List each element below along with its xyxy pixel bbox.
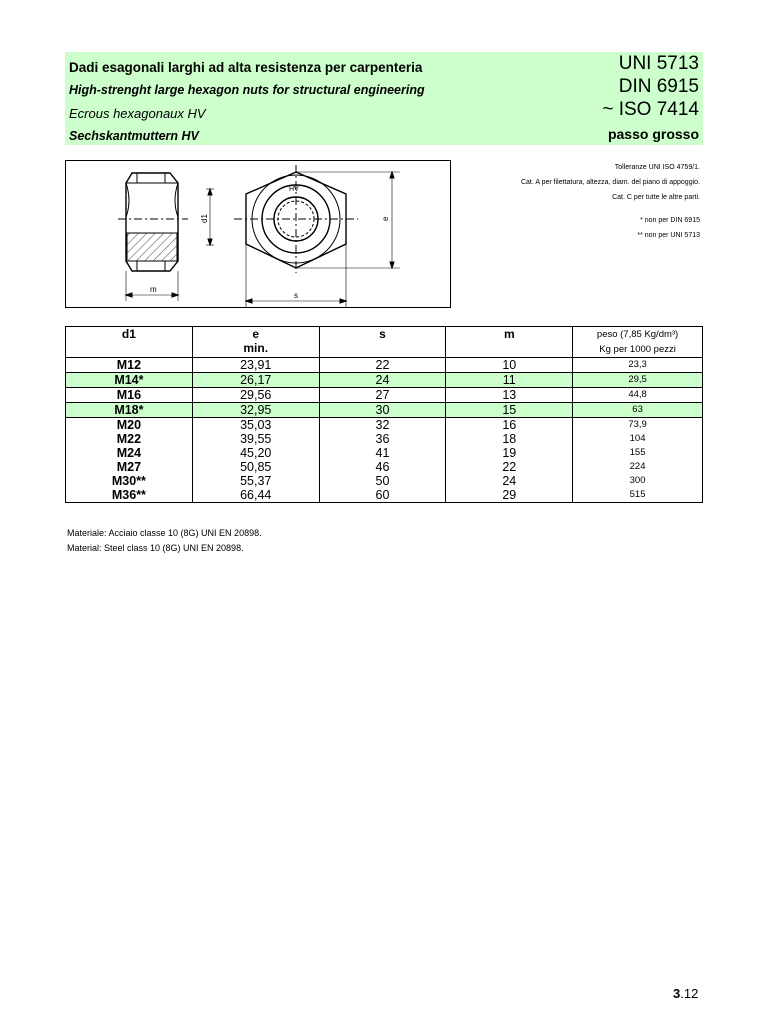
header-s: s (319, 327, 446, 358)
note-cat-c: Cat. C per tutte le altre parti. (612, 194, 700, 201)
dimension-label-s: s (294, 291, 298, 300)
note-not-din: * non per DIN 6915 (640, 217, 700, 224)
page-chapter: 3 (673, 986, 681, 1001)
note-cat-a: Cat. A per filettatura, altezza, diam. del piano di appoggio. (520, 179, 700, 186)
standard-iso: ~ ISO 7414 (602, 99, 699, 120)
nut-marking-hv: HV (289, 186, 299, 193)
table-row: M36** 66,44 60 29 515 (66, 488, 703, 503)
dimension-label-e: e (381, 216, 390, 221)
front-view (234, 165, 400, 307)
header-m: m (446, 327, 573, 358)
table-row: M18* 32,95 30 15 63 (66, 403, 703, 418)
thread-pitch: passo grosso (607, 126, 699, 142)
header-d1: d1 (66, 327, 193, 358)
side-view (118, 173, 214, 301)
title-italian: Dadi esagonali larghi ad alta resistenza per carpenteria (69, 60, 423, 75)
table-row: M30** 55,37 50 24 300 (66, 474, 703, 488)
table-row: M12 23,91 22 10 23,3 (66, 358, 703, 373)
dimension-label-m: m (150, 285, 157, 294)
standard-uni: UNI 5713 (618, 53, 699, 74)
title-english: High-strenght large hexagon nuts for structural engineering (69, 83, 425, 97)
title-french: Ecrous hexagonaux HV (69, 106, 206, 121)
title-german: Sechskantmuttern HV (69, 129, 199, 143)
header-peso: peso (7,85 Kg/dm³) Kg per 1000 pezzi (573, 327, 703, 358)
nut-technical-drawing (65, 160, 451, 308)
nut-drawing-svg (66, 161, 452, 309)
header-peso-sub: Kg per 1000 pezzi (599, 344, 676, 355)
note-not-uni: ** non per UNI 5713 (637, 232, 700, 239)
table-row: M20 35,03 32 16 73,9 (66, 418, 703, 433)
table-row: M16 29,56 27 13 44,8 (66, 388, 703, 403)
material-italian: Materiale: Acciaio classe 10 (8G) UNI EN 20898. (67, 528, 262, 538)
standards-block (602, 52, 699, 146)
title-block (69, 56, 425, 148)
header-e: e min. (192, 327, 319, 358)
standard-din: DIN 6915 (618, 76, 699, 97)
header-e-sub: min. (243, 341, 269, 355)
material-english: Material: Steel class 10 (8G) UNI EN 20898. (67, 543, 244, 553)
table-row: M14* 26,17 24 11 29,5 (66, 373, 703, 388)
table-header-row (66, 327, 703, 358)
note-tolerance: Tolleranze UNI ISO 4759/1. (614, 164, 700, 171)
dimensions-table (65, 326, 703, 503)
title-banner (65, 52, 703, 145)
table-row: M27 50,85 46 22 224 (66, 460, 703, 474)
table-row: M22 39,55 36 18 104 (66, 432, 703, 446)
page-subnumber: .12 (680, 986, 699, 1001)
table-row: M24 45,20 41 19 155 (66, 446, 703, 460)
page-number (673, 986, 698, 1001)
tolerance-notes (521, 163, 700, 246)
dimension-label-d1: d1 (200, 214, 209, 223)
material-notes (67, 526, 262, 556)
